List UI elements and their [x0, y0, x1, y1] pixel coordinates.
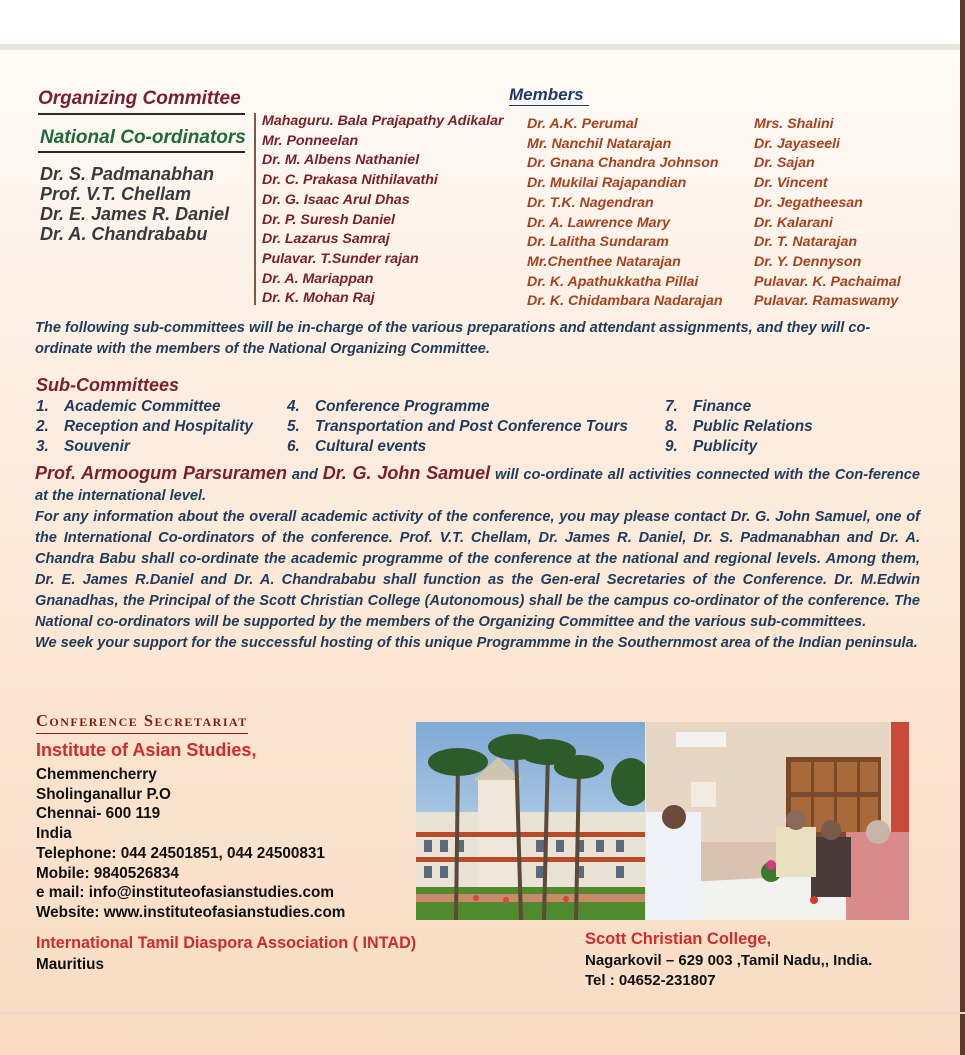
members-column-1 [262, 112, 504, 309]
member-name: Dr. G. Isaac Arul Dhas [262, 191, 410, 208]
subcommittees-intro: The following sub-committees will be in-charge of the various preparations and attendant assignments, and they will co-ordinate with the members of the National Organizing Committee. [35, 320, 871, 357]
body-text [35, 463, 920, 654]
heading-underline [36, 733, 248, 734]
item-number: 9. [665, 438, 678, 455]
bottom-divider [0, 1012, 965, 1014]
member-name: Dr. K. Apathukkatha Pillai [527, 273, 699, 290]
coordinator-name: Prof. V.T. Chellam [40, 184, 192, 204]
item-number: 6. [287, 438, 300, 455]
members-column-3 [754, 115, 901, 312]
member-name: Mr. Nanchil Natarajan [527, 135, 672, 152]
subcommittee-item [665, 417, 813, 437]
members-heading-text: Members [509, 85, 584, 104]
coordinator-highlight: Prof. Armoogum Parsuramen [35, 463, 288, 483]
item-number: 7. [665, 398, 678, 415]
institute-name: Institute of Asian Studies, [36, 740, 257, 760]
institute-address [36, 765, 345, 923]
intad-country: Mauritius [36, 956, 104, 973]
member-name: Dr. C. Prakasa Nithilavathi [262, 172, 438, 189]
members-column-2 [527, 115, 723, 312]
member-name: Dr. A. Mariappan [262, 270, 374, 287]
item-label: Conference Programme [315, 398, 490, 415]
mobile: Mobile: 9840526834 [36, 864, 179, 882]
item-number: 8. [665, 418, 678, 435]
member-name: Mrs. Shalini [754, 116, 834, 132]
subcommittee-item [665, 437, 813, 457]
member-name: Dr. A.K. Perumal [527, 116, 638, 132]
subcommittee-item [36, 397, 253, 417]
member-name: Dr. A. Lawrence Mary [527, 214, 670, 231]
subcommittees-column-2 [287, 397, 628, 457]
address-line: India [36, 825, 72, 843]
national-coordinators-heading: National Co-ordinators [40, 127, 246, 148]
intad-name: International Tamil Diaspora Association ( INTAD) [36, 934, 417, 952]
member-name: Dr. P. Suresh Daniel [262, 211, 395, 228]
college-name: Scott Christian College, [585, 930, 772, 948]
right-edge-bar [960, 0, 965, 1055]
coordinator-name: Dr. E. James R. Daniel [40, 204, 230, 224]
paragraph-support: We seek your support for the successful hosting of this unique Programmme in the Southernmost area of the Indian peninsula. [35, 635, 918, 651]
item-number: 1. [36, 398, 49, 415]
member-name: Dr. Vincent [754, 175, 828, 192]
telephone: Telephone: 044 24501851, 044 24500831 [36, 844, 325, 862]
coordinator-name: Dr. A. Chandrababu [40, 224, 208, 244]
secretariat-heading-text: Conference Secretariat [36, 711, 248, 730]
item-label: Publicity [693, 438, 758, 455]
member-name: Dr. Sajan [754, 155, 815, 172]
member-name: Dr. Jayaseeli [754, 135, 840, 152]
member-name: Dr. Gnana Chandra Johnson [527, 155, 719, 172]
address-line: Chemmencherry [36, 766, 157, 783]
member-name: Dr. K. Chidambara Nadarajan [527, 293, 723, 310]
meeting-room-photo [646, 722, 909, 920]
college-address [585, 951, 872, 991]
national-coordinators-list [40, 164, 229, 244]
address-line: Chennai- 600 119 [36, 805, 161, 823]
member-name: Pulavar. T.Sunder rajan [262, 250, 419, 267]
members-divider [254, 113, 256, 305]
subcommittee-item [287, 437, 628, 457]
item-number: 4. [287, 398, 300, 415]
item-label: Souvenir [64, 438, 130, 455]
members-heading [509, 85, 584, 105]
paragraph-academic: For any information about the overall academic activity of the conference, you may please contact Dr. G. John Samuel, one of the International Co-ordinators of the conference. Prof. V.T. Chellam, Dr. James R. Daniel, Dr. S. Padmanabhan and Dr. A. Chandra Babu shall co-ordinate the academic programme of the conference at the national and regional levels. Among them, Dr. E. James R.Daniel and Dr. A. Chandrababu shall function as the Gen-eral Secretaries of the Conference. Dr. M.Edwin Gnanadhas, the Principal of the Scott Christian College (Autonomous) shall be the campus co-ordinator of the conference. The National co-ordinators will be supported by the members of the Organizing Committee and the various sub-committees. [35, 509, 920, 630]
secretariat-heading [36, 711, 248, 731]
paragraph-international [35, 463, 920, 507]
member-name: Dr. Y. Dennyson [754, 253, 862, 270]
member-name: Dr. Lazarus Samraj [262, 231, 390, 248]
address-line: Nagarkovil – 629 003 ,Tamil Nadu,, India. [585, 952, 873, 969]
college-building-photo [416, 722, 645, 920]
website: Website: www.instituteofasianstudies.com [36, 903, 346, 921]
member-name: Dr. Jegatheesan [754, 194, 863, 211]
subcommittee-item [287, 417, 628, 437]
subcommittees-heading: Sub-Committees [36, 375, 180, 395]
member-name: Dr. T. Natarajan [754, 234, 858, 251]
member-name: Dr. Lalitha Sundaram [527, 234, 669, 251]
subcommittee-item [287, 397, 628, 417]
connector-text: and [287, 467, 323, 483]
member-name: Dr. M. Albens Nathaniel [262, 152, 420, 169]
subcommittee-item [665, 397, 813, 417]
coordinator-name: Dr. S. Padmanabhan [40, 164, 215, 184]
member-name: Dr. Kalarani [754, 214, 833, 231]
subcommittee-item [36, 417, 253, 437]
item-label: Cultural events [315, 438, 427, 455]
heading-underline [38, 113, 245, 115]
heading-underline [38, 151, 245, 153]
subcommittees-column-1 [36, 397, 253, 457]
item-number: 3. [36, 438, 49, 455]
subcommittees-column-3 [665, 397, 813, 457]
item-label: Academic Committee [64, 398, 221, 415]
item-label: Transportation and Post Conference Tours [315, 418, 628, 435]
item-number: 5. [287, 418, 300, 435]
item-number: 2. [36, 418, 49, 435]
email: e mail: info@instituteofasianstudies.com [36, 884, 334, 902]
paragraph-text: will co-ordinate all activities connected with the Con-ference at the international level. [35, 467, 920, 504]
item-label: Public Relations [693, 418, 813, 435]
telephone: Tel : 04652-231807 [585, 972, 716, 989]
member-name: Pulavar. Ramaswamy [754, 293, 899, 310]
member-name: Mr. Ponneelan [262, 132, 359, 149]
subcommittee-item [36, 437, 253, 457]
address-line: Sholinganallur P.O [36, 785, 171, 803]
top-divider [0, 44, 965, 50]
coordinator-highlight: Dr. G. John Samuel [322, 463, 491, 483]
member-name: Mr.Chenthee Natarajan [527, 253, 681, 270]
member-name: Dr. T.K. Nagendran [527, 194, 654, 211]
member-name: Dr. Mukilai Rajapandian [527, 175, 687, 192]
item-label: Finance [693, 398, 752, 415]
member-name: Dr. K. Mohan Raj [262, 290, 375, 307]
organizing-committee-heading: Organizing Committee [38, 88, 241, 109]
top-band [0, 0, 965, 44]
item-label: Reception and Hospitality [64, 418, 253, 435]
member-name: Pulavar. K. Pachaimal [754, 273, 901, 290]
members-underline [509, 105, 589, 106]
member-name: Mahaguru. Bala Prajapathy Adikalar [262, 113, 504, 129]
